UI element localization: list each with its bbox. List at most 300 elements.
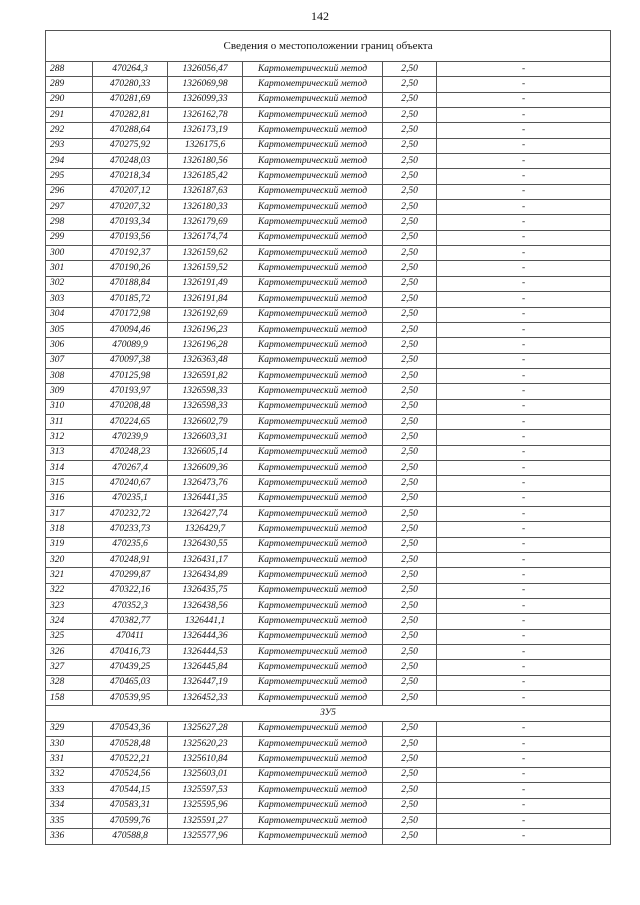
point-number: 297 [46, 200, 93, 215]
method-cell: Картометрический метод [243, 215, 383, 230]
table-row [46, 77, 611, 92]
table-row [46, 246, 611, 261]
method-cell: Картометрический метод [243, 660, 383, 675]
method-cell: Картометрический метод [243, 737, 383, 752]
precision-cell: 2,50 [383, 353, 437, 368]
description-cell: - [437, 660, 611, 675]
section-label: ЗУ5 [46, 706, 611, 721]
coord-x: 470207,12 [93, 184, 168, 199]
coord-y: 1325597,53 [168, 783, 243, 798]
point-number: 329 [46, 721, 93, 736]
point-number: 315 [46, 476, 93, 491]
description-cell: - [437, 583, 611, 598]
point-number: 294 [46, 154, 93, 169]
point-number: 305 [46, 322, 93, 337]
description-cell: - [437, 230, 611, 245]
precision-cell: 2,50 [383, 399, 437, 414]
coord-x: 470094,46 [93, 322, 168, 337]
coord-x: 470208,48 [93, 399, 168, 414]
point-number: 324 [46, 614, 93, 629]
method-cell: Картометрический метод [243, 721, 383, 736]
page-number: 142 [311, 9, 329, 23]
description-cell: - [437, 460, 611, 475]
coord-y: 1326180,56 [168, 154, 243, 169]
precision-cell: 2,50 [383, 783, 437, 798]
table-row [46, 384, 611, 399]
description-cell: - [437, 414, 611, 429]
point-number: 334 [46, 798, 93, 813]
description-cell: - [437, 629, 611, 644]
description-cell: - [437, 62, 611, 77]
description-cell: - [437, 307, 611, 322]
coord-x: 470248,91 [93, 553, 168, 568]
precision-cell: 2,50 [383, 200, 437, 215]
coord-y: 1326602,79 [168, 414, 243, 429]
coord-y: 1326447,19 [168, 675, 243, 690]
table-row [46, 445, 611, 460]
precision-cell: 2,50 [383, 476, 437, 491]
coord-x: 470382,77 [93, 614, 168, 629]
coord-x: 470465,03 [93, 675, 168, 690]
description-cell: - [437, 322, 611, 337]
description-cell: - [437, 506, 611, 521]
coord-x: 470288,64 [93, 123, 168, 138]
precision-cell: 2,50 [383, 767, 437, 782]
table-row [46, 430, 611, 445]
coord-x: 470416,73 [93, 645, 168, 660]
table-title: Сведения о местоположении границ объекта [46, 31, 611, 62]
point-number: 303 [46, 292, 93, 307]
point-number: 327 [46, 660, 93, 675]
table-row [46, 307, 611, 322]
table-row [46, 752, 611, 767]
table-row [46, 200, 611, 215]
method-cell: Картометрический метод [243, 767, 383, 782]
coord-x: 470248,03 [93, 154, 168, 169]
description-cell: - [437, 645, 611, 660]
point-number: 321 [46, 568, 93, 583]
coord-y: 1325577,96 [168, 829, 243, 844]
table-row [46, 123, 611, 138]
method-cell: Картометрический метод [243, 307, 383, 322]
precision-cell: 2,50 [383, 77, 437, 92]
method-cell: Картометрический метод [243, 675, 383, 690]
coord-y: 1326173,19 [168, 123, 243, 138]
coord-y: 1326069,98 [168, 77, 243, 92]
coord-y: 1326056,47 [168, 62, 243, 77]
precision-cell: 2,50 [383, 660, 437, 675]
method-cell: Картометрический метод [243, 645, 383, 660]
point-number: 336 [46, 829, 93, 844]
point-number: 302 [46, 276, 93, 291]
description-cell: - [437, 368, 611, 383]
method-cell: Картометрический метод [243, 506, 383, 521]
precision-cell: 2,50 [383, 154, 437, 169]
point-number: 290 [46, 92, 93, 107]
point-number: 300 [46, 246, 93, 261]
method-cell: Картометрический метод [243, 583, 383, 598]
description-cell: - [437, 353, 611, 368]
coord-x: 470190,26 [93, 261, 168, 276]
coord-y: 1325627,28 [168, 721, 243, 736]
point-number: 295 [46, 169, 93, 184]
description-cell: - [437, 752, 611, 767]
precision-cell: 2,50 [383, 123, 437, 138]
precision-cell: 2,50 [383, 568, 437, 583]
table-row [46, 537, 611, 552]
coord-y: 1325620,23 [168, 737, 243, 752]
coord-x: 470233,73 [93, 522, 168, 537]
precision-cell: 2,50 [383, 62, 437, 77]
table-row [46, 767, 611, 782]
method-cell: Картометрический метод [243, 414, 383, 429]
coord-x: 470322,16 [93, 583, 168, 598]
coord-x: 470192,37 [93, 246, 168, 261]
table-row [46, 108, 611, 123]
coord-y: 1326605,14 [168, 445, 243, 460]
method-cell: Картометрический метод [243, 813, 383, 828]
point-number: 309 [46, 384, 93, 399]
description-cell: - [437, 568, 611, 583]
description-cell: - [437, 721, 611, 736]
point-number: 331 [46, 752, 93, 767]
precision-cell: 2,50 [383, 491, 437, 506]
coord-x: 470172,98 [93, 307, 168, 322]
precision-cell: 2,50 [383, 645, 437, 660]
table-row [46, 154, 611, 169]
coord-y: 1325610,84 [168, 752, 243, 767]
table-row [46, 614, 611, 629]
method-cell: Картометрический метод [243, 261, 383, 276]
coord-x: 470188,84 [93, 276, 168, 291]
precision-cell: 2,50 [383, 506, 437, 521]
table-row [46, 62, 611, 77]
coord-y: 1326441,35 [168, 491, 243, 506]
section-row [46, 706, 611, 721]
precision-cell: 2,50 [383, 460, 437, 475]
precision-cell: 2,50 [383, 230, 437, 245]
precision-cell: 2,50 [383, 246, 437, 261]
description-cell: - [437, 829, 611, 844]
method-cell: Картометрический метод [243, 553, 383, 568]
table-row [46, 399, 611, 414]
precision-cell: 2,50 [383, 614, 437, 629]
coord-x: 470524,56 [93, 767, 168, 782]
precision-cell: 2,50 [383, 445, 437, 460]
point-number: 307 [46, 353, 93, 368]
description-cell: - [437, 384, 611, 399]
coord-y: 1326444,53 [168, 645, 243, 660]
precision-cell: 2,50 [383, 276, 437, 291]
description-cell: - [437, 184, 611, 199]
description-cell: - [437, 200, 611, 215]
coord-y: 1326435,75 [168, 583, 243, 598]
description-cell: - [437, 123, 611, 138]
boundary-coordinates-table [45, 30, 611, 845]
precision-cell: 2,50 [383, 92, 437, 107]
coord-y: 1326473,76 [168, 476, 243, 491]
table-row [46, 506, 611, 521]
point-number: 325 [46, 629, 93, 644]
point-number: 292 [46, 123, 93, 138]
point-number: 301 [46, 261, 93, 276]
method-cell: Картометрический метод [243, 230, 383, 245]
point-number: 289 [46, 77, 93, 92]
table-row [46, 599, 611, 614]
coord-x: 470528,48 [93, 737, 168, 752]
precision-cell: 2,50 [383, 675, 437, 690]
table-row [46, 292, 611, 307]
table-row [46, 645, 611, 660]
table-row [46, 675, 611, 690]
point-number: 335 [46, 813, 93, 828]
method-cell: Картометрический метод [243, 491, 383, 506]
description-cell: - [437, 292, 611, 307]
table-row [46, 491, 611, 506]
table-row [46, 215, 611, 230]
coord-x: 470544,15 [93, 783, 168, 798]
coord-y: 1326159,52 [168, 261, 243, 276]
coord-x: 470275,92 [93, 138, 168, 153]
precision-cell: 2,50 [383, 384, 437, 399]
coord-y: 1326099,33 [168, 92, 243, 107]
table-row [46, 798, 611, 813]
method-cell: Картометрический метод [243, 599, 383, 614]
description-cell: - [437, 169, 611, 184]
description-cell: - [437, 737, 611, 752]
method-cell: Картометрический метод [243, 322, 383, 337]
precision-cell: 2,50 [383, 430, 437, 445]
coord-x: 470281,69 [93, 92, 168, 107]
coord-y: 1326591,82 [168, 368, 243, 383]
point-number: 313 [46, 445, 93, 460]
coord-y: 1325595,96 [168, 798, 243, 813]
method-cell: Картометрический метод [243, 292, 383, 307]
method-cell: Картометрический метод [243, 123, 383, 138]
description-cell: - [437, 537, 611, 552]
coord-x: 470267,4 [93, 460, 168, 475]
precision-cell: 2,50 [383, 169, 437, 184]
coord-y: 1326429,7 [168, 522, 243, 537]
description-cell: - [437, 108, 611, 123]
point-number: 318 [46, 522, 93, 537]
description-cell: - [437, 783, 611, 798]
method-cell: Картометрический метод [243, 522, 383, 537]
coord-x: 470411 [93, 629, 168, 644]
description-cell: - [437, 430, 611, 445]
coord-x: 470539,95 [93, 691, 168, 706]
table-row [46, 691, 611, 706]
point-number: 322 [46, 583, 93, 598]
point-number: 296 [46, 184, 93, 199]
coord-y: 1326162,78 [168, 108, 243, 123]
description-cell: - [437, 92, 611, 107]
point-number: 293 [46, 138, 93, 153]
description-cell: - [437, 338, 611, 353]
method-cell: Картометрический метод [243, 430, 383, 445]
method-cell: Картометрический метод [243, 476, 383, 491]
coord-y: 1326434,89 [168, 568, 243, 583]
precision-cell: 2,50 [383, 108, 437, 123]
coord-y: 1326191,84 [168, 292, 243, 307]
coord-y: 1326427,74 [168, 506, 243, 521]
table-row [46, 276, 611, 291]
table-row [46, 721, 611, 736]
coord-y: 1326192,69 [168, 307, 243, 322]
precision-cell: 2,50 [383, 829, 437, 844]
method-cell: Картометрический метод [243, 338, 383, 353]
coord-x: 470280,33 [93, 77, 168, 92]
precision-cell: 2,50 [383, 522, 437, 537]
method-cell: Картометрический метод [243, 752, 383, 767]
point-number: 308 [46, 368, 93, 383]
coord-y: 1326196,28 [168, 338, 243, 353]
coord-y: 1326431,17 [168, 553, 243, 568]
precision-cell: 2,50 [383, 752, 437, 767]
method-cell: Картометрический метод [243, 138, 383, 153]
precision-cell: 2,50 [383, 737, 437, 752]
point-number: 326 [46, 645, 93, 660]
coord-x: 470240,67 [93, 476, 168, 491]
point-number: 158 [46, 691, 93, 706]
coord-y: 1326180,33 [168, 200, 243, 215]
point-number: 328 [46, 675, 93, 690]
description-cell: - [437, 261, 611, 276]
coord-y: 1326609,36 [168, 460, 243, 475]
method-cell: Картометрический метод [243, 108, 383, 123]
table-row [46, 169, 611, 184]
point-number: 288 [46, 62, 93, 77]
precision-cell: 2,50 [383, 292, 437, 307]
table-row [46, 737, 611, 752]
coord-y: 1326603,31 [168, 430, 243, 445]
description-cell: - [437, 599, 611, 614]
point-number: 314 [46, 460, 93, 475]
table-row [46, 368, 611, 383]
coord-y: 1326191,49 [168, 276, 243, 291]
coord-y: 1326187,63 [168, 184, 243, 199]
coord-y: 1326430,55 [168, 537, 243, 552]
coord-x: 470543,36 [93, 721, 168, 736]
point-number: 333 [46, 783, 93, 798]
table-row [46, 414, 611, 429]
method-cell: Картометрический метод [243, 568, 383, 583]
table-row [46, 353, 611, 368]
description-cell: - [437, 675, 611, 690]
point-number: 291 [46, 108, 93, 123]
precision-cell: 2,50 [383, 583, 437, 598]
method-cell: Картометрический метод [243, 783, 383, 798]
point-number: 332 [46, 767, 93, 782]
table-row [46, 522, 611, 537]
method-cell: Картометрический метод [243, 798, 383, 813]
table-row [46, 460, 611, 475]
coord-x: 470599,76 [93, 813, 168, 828]
method-cell: Картометрический метод [243, 276, 383, 291]
precision-cell: 2,50 [383, 368, 437, 383]
precision-cell: 2,50 [383, 553, 437, 568]
point-number: 316 [46, 491, 93, 506]
method-cell: Картометрический метод [243, 246, 383, 261]
table-row [46, 629, 611, 644]
method-cell: Картометрический метод [243, 829, 383, 844]
coord-x: 470583,31 [93, 798, 168, 813]
point-number: 310 [46, 399, 93, 414]
coord-x: 470588,8 [93, 829, 168, 844]
method-cell: Картометрический метод [243, 691, 383, 706]
coord-y: 1326598,33 [168, 399, 243, 414]
method-cell: Картометрический метод [243, 368, 383, 383]
precision-cell: 2,50 [383, 798, 437, 813]
method-cell: Картометрический метод [243, 445, 383, 460]
point-number: 330 [46, 737, 93, 752]
table-row [46, 261, 611, 276]
method-cell: Картометрический метод [243, 353, 383, 368]
description-cell: - [437, 276, 611, 291]
point-number: 304 [46, 307, 93, 322]
coord-x: 470352,3 [93, 599, 168, 614]
method-cell: Картометрический метод [243, 77, 383, 92]
method-cell: Картометрический метод [243, 154, 383, 169]
precision-cell: 2,50 [383, 215, 437, 230]
description-cell: - [437, 154, 611, 169]
description-cell: - [437, 691, 611, 706]
coord-x: 470232,72 [93, 506, 168, 521]
method-cell: Картометрический метод [243, 399, 383, 414]
coord-y: 1326185,42 [168, 169, 243, 184]
coord-y: 1326598,33 [168, 384, 243, 399]
coord-y: 1326174,74 [168, 230, 243, 245]
coord-x: 470193,56 [93, 230, 168, 245]
coord-y: 1326438,56 [168, 599, 243, 614]
description-cell: - [437, 522, 611, 537]
description-cell: - [437, 767, 611, 782]
table-row [46, 660, 611, 675]
coord-y: 1326363,48 [168, 353, 243, 368]
coord-x: 470248,23 [93, 445, 168, 460]
precision-cell: 2,50 [383, 138, 437, 153]
point-number: 320 [46, 553, 93, 568]
table-row [46, 322, 611, 337]
method-cell: Картометрический метод [243, 62, 383, 77]
precision-cell: 2,50 [383, 307, 437, 322]
coord-y: 1326452,33 [168, 691, 243, 706]
coord-x: 470125,98 [93, 368, 168, 383]
coord-y: 1325591,27 [168, 813, 243, 828]
description-cell: - [437, 445, 611, 460]
point-number: 317 [46, 506, 93, 521]
description-cell: - [437, 798, 611, 813]
coord-x: 470282,81 [93, 108, 168, 123]
coord-x: 470299,87 [93, 568, 168, 583]
method-cell: Картометрический метод [243, 169, 383, 184]
precision-cell: 2,50 [383, 537, 437, 552]
table-row [46, 568, 611, 583]
table-row [46, 783, 611, 798]
point-number: 323 [46, 599, 93, 614]
table-row [46, 553, 611, 568]
method-cell: Картометрический метод [243, 184, 383, 199]
coord-y: 1326441,1 [168, 614, 243, 629]
coord-x: 470193,97 [93, 384, 168, 399]
precision-cell: 2,50 [383, 721, 437, 736]
coord-x: 470522,21 [93, 752, 168, 767]
precision-cell: 2,50 [383, 691, 437, 706]
table-title-row [46, 31, 611, 62]
precision-cell: 2,50 [383, 813, 437, 828]
method-cell: Картометрический метод [243, 92, 383, 107]
coord-x: 470193,34 [93, 215, 168, 230]
